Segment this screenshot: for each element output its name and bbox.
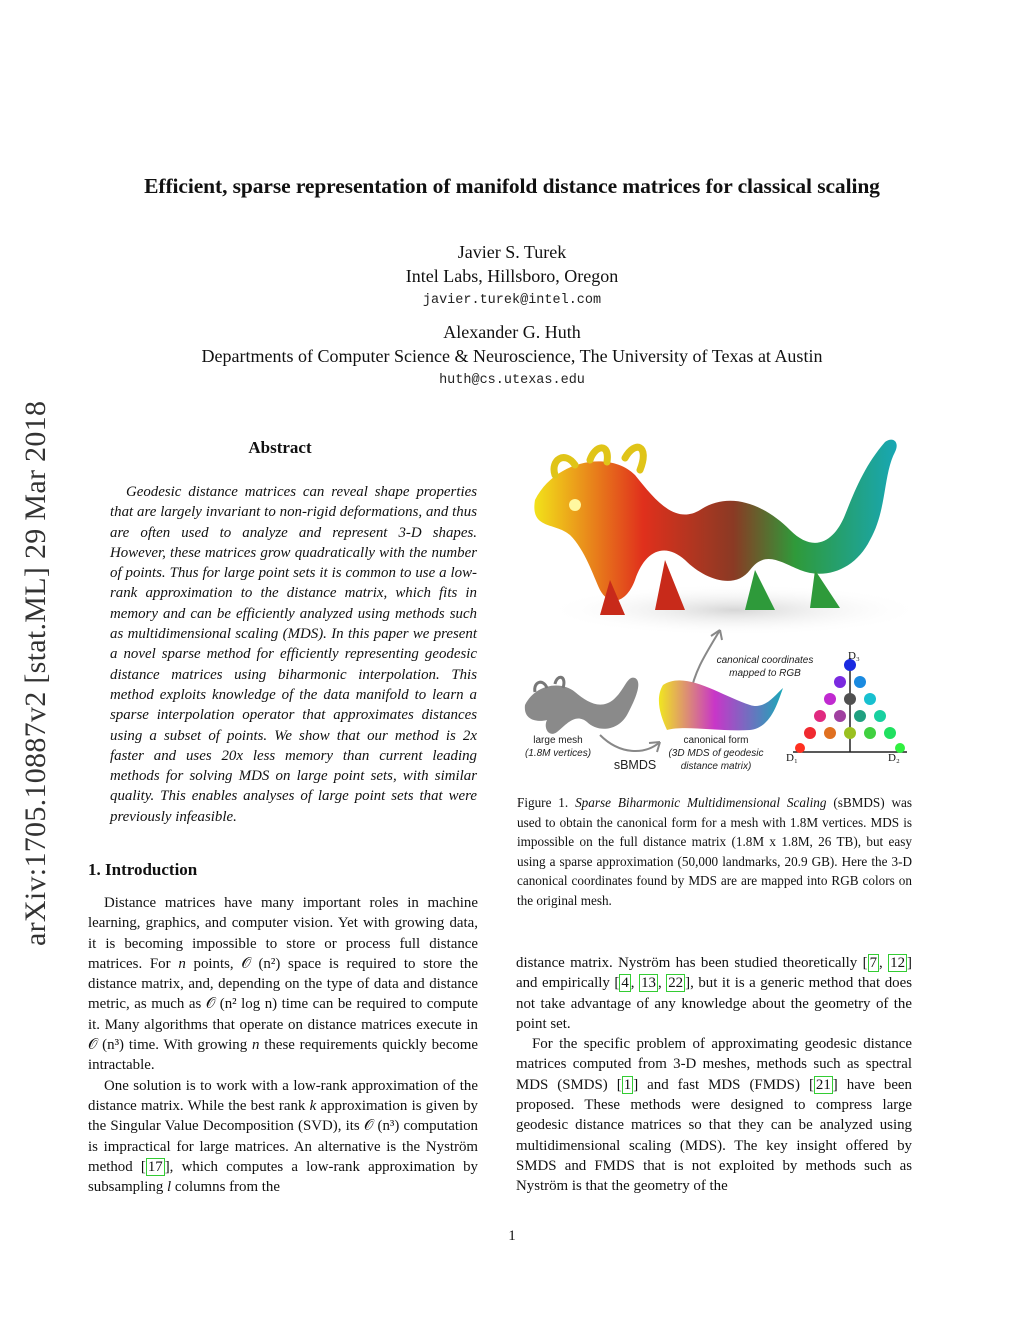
section-heading-introduction: 1. Introduction	[88, 860, 198, 879]
label-canon-line1: canonical form	[683, 735, 749, 746]
author-affiliation-1: Intel Labs, Hillsboro, Oregon	[405, 266, 619, 286]
page-number: 1	[508, 1228, 516, 1244]
figure-1-graphic	[515, 430, 915, 780]
colored-dragon-mesh	[534, 440, 915, 636]
right-column	[516, 953, 912, 1197]
figure-1-caption: Figure 1. Sparse Biharmonic Multidimensional Scaling (sBMDS) was used to obtain the canonical form for a mesh with 1.8M vertices. MDS is impossible on the full distance matrix (1.8M x 1.8M, 26 TB), but easy using a sparse approximation (50,000 landmarks, 20.9 GB). Here the 3-D canonical coordinates found by MDS are are mapped into RGB colors on the original mesh.	[517, 795, 913, 908]
intro-paragraph-2: One solution is to work with a low-rank approximation of the distance matrix. While the best rank k approximation is given by the Singular Value Decomposition (SVD), its 𝒪 (n³) computation is impractical for large matrices. An alternative is the Nyström method [ 17 ], which computes a low-rank approximation by subsampling l columns from the	[88, 1077, 478, 1196]
label-rgb-line2: mapped to RGB	[729, 668, 801, 679]
citation-link-4[interactable]: 4	[621, 975, 629, 992]
gray-dragon-mesh	[525, 677, 638, 734]
axis-label-d2: D₂	[888, 752, 900, 764]
axis-label-d3: D₃	[848, 650, 860, 662]
abstract-text: Geodesic distance matrices can reveal shape properties that are largely invariant to non-rigid deformations, and thus are often used to analyze and represent 3-D shapes. However, these matrices grow quadratically with the number of points. Thus for large point sets it is common to use a low-rank approximation to the distance matrix, which fits in memory and can be efficiently analyzed using methods such as multidimensional scaling (MDS). In this paper we present a novel sparse method for efficiently representing geodesic distance matrices using biharmonic interpolation. This method exploits knowledge of the data manifold to learn a sparse interpolation operator that approximates distances using a subset of points. We show that our method is 2x faster and uses 20x less memory than current leading methods for solving MDS on large point sets, with similar quality. This enables analyses of large point sets that were previously infeasible.	[110, 484, 477, 825]
abstract-heading: Abstract	[248, 438, 312, 457]
intro-paragraph-1: Distance matrices have many important roles in machine learning, graphics, and computer vision. Yet with growing data, it is becoming impossible to store or process full distance matrices. For n points, 𝒪 (n²) space is required to store the distance matrix, and, depending on the type of data and distance metric, as much as 𝒪 (n² log n) time can be required to compute it. Many algorithms that operate on distance matrices execute in 𝒪 (n³) time. With growing n these requirements quickly become intractable.	[88, 895, 478, 1074]
label-canon-line3: distance matrix)	[680, 761, 752, 772]
author-name-1: Javier S. Turek	[457, 242, 567, 262]
author-email-2[interactable]: huth@cs.utexas.edu	[439, 373, 585, 388]
canonical-form-shape	[659, 680, 783, 730]
label-sbmds: sBMDS	[613, 758, 657, 772]
author-email-1[interactable]: javier.turek@intel.com	[422, 293, 602, 308]
axis-label-d1: D₁	[786, 752, 798, 764]
right-paragraph-2: For the specific problem of approximating geodesic distance matrices computed from 3-D meshes, methods such as spectral MDS (SMDS) [ 1 ] and fast MDS (FMDS) [ 21 ] have been proposed. These methods were designed to compress large geodesic distance matrices so that they can be analyzed using multidimensional scaling (MDS). The key insight offered by SMDS and FMDS that is not exploited by methods such as Nyström is that the geometry of the	[516, 1036, 912, 1195]
citation-link-12[interactable]: 12	[890, 955, 906, 971]
paper-title: Efficient, sparse representation of manifold distance matrices for classical scaling	[144, 174, 880, 198]
right-paragraph-1: distance matrix. Nyström has been studied theoretically [ 7 , 12 ] and empirically [ 4 , 13 , 22 ], but it is a generic method that does not take advantage of any knowledge about the geometry of the point set.	[516, 955, 913, 1032]
label-canon-line2: (3D MDS of geodesic	[668, 748, 764, 759]
author-name-2: Alexander G. Huth	[443, 322, 581, 342]
citation-link-22[interactable]: 22	[668, 975, 684, 992]
citation-link-1[interactable]: 1	[623, 1076, 632, 1093]
citation-link-7[interactable]: 7	[869, 955, 878, 971]
author-affiliation-2: Departments of Computer Science & Neuroscience, The University of Texas at Austin	[201, 346, 823, 366]
label-mesh-line2: (1.8M vertices)	[524, 748, 592, 759]
citation-link-17[interactable]: 17	[147, 1158, 163, 1175]
intro-column	[88, 893, 478, 1197]
label-rgb-line1: canonical coordinates	[716, 655, 814, 666]
arxiv-stamp: arXiv:1705.10887v2 [stat.ML] 29 Mar 2018	[19, 400, 52, 946]
label-mesh-line1: large mesh	[533, 735, 583, 746]
abstract-body	[110, 482, 477, 827]
citation-link-21[interactable]: 21	[815, 1076, 831, 1093]
citation-link-13[interactable]: 13	[641, 975, 656, 992]
